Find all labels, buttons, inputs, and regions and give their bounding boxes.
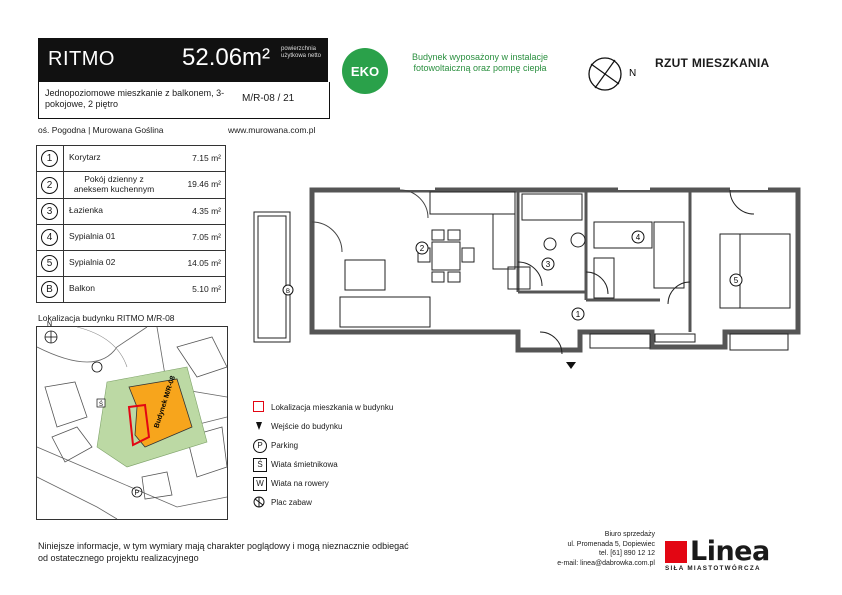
room-row <box>37 146 225 172</box>
room-number: 1 <box>41 150 58 167</box>
room-area: 14.05 m² <box>187 258 221 268</box>
parking-icon: P <box>253 439 267 453</box>
room-row <box>37 199 225 225</box>
plan-title: RZUT MIESZKANIA <box>655 56 770 70</box>
plan-label-room-4: 4 <box>635 233 641 242</box>
room-area: 19.46 m² <box>187 179 221 189</box>
rooms-table <box>36 145 226 303</box>
address: oś. Pogodna | Murowana Goślina <box>38 125 164 135</box>
room-area: 5.10 m² <box>192 284 221 294</box>
logo-word: Linea <box>690 536 770 567</box>
entrance-arrow-icon <box>253 420 265 432</box>
playground-icon <box>253 496 265 508</box>
compass-north-label: N <box>629 68 637 79</box>
map-north-label: N <box>47 321 53 328</box>
floor-plan <box>250 182 810 387</box>
apartment-name: RITMO <box>48 48 115 70</box>
plan-label-room-3: 3 <box>545 260 551 269</box>
entrance-arrow-icon <box>566 362 576 369</box>
room-name: Łazienka <box>69 205 104 215</box>
map-building-label: Budynek M/R-08 <box>153 375 177 430</box>
room-name: Balkon <box>69 283 95 293</box>
plan-label-room-5: 5 <box>733 276 739 285</box>
disclaimer: Niniejsze informacje, w tym wymiary mają charakter poglądowy i mogą nieznacznie odbiegać od ostatecznego projektu realizacyjnego <box>38 541 409 563</box>
linea-logo <box>665 536 770 572</box>
sales-office <box>545 530 655 568</box>
logo-tagline: SIŁA MIASTOTWÓRCZA <box>665 565 761 572</box>
logo-red-square <box>665 541 687 563</box>
plan-label-room-1: 1 <box>575 310 581 319</box>
sales-title: Biuro sprzedaży <box>604 531 655 538</box>
sales-address: ul. Promenada 5, Dopiewiec <box>567 540 655 548</box>
plan-label-balcony: B <box>285 289 291 295</box>
compass-icon <box>585 54 645 103</box>
room-name: Sypialnia 01 <box>69 231 116 241</box>
plan-label-room-2: 2 <box>419 244 425 253</box>
apartment-area: 52.06m² <box>182 44 271 71</box>
trash-shelter-icon: Ś <box>253 458 267 472</box>
location-title: Lokalizacja budynku RITMO M/R-08 <box>38 313 175 323</box>
room-number: 2 <box>41 177 58 194</box>
sales-email[interactable]: e-mail: linea@dabrowka.com.pl <box>557 559 655 567</box>
map-trash-label: Ś <box>99 402 104 408</box>
map-parking-label: P <box>134 490 140 497</box>
website-link[interactable]: www.murowana.com.pl <box>228 125 316 135</box>
room-name: Sypialnia 02 <box>69 257 116 267</box>
sales-phone[interactable]: tel. [61] 890 12 12 <box>598 550 655 557</box>
header-dark-bar <box>38 38 328 82</box>
room-name: Pokój dzienny z aneksem kuchennym <box>73 174 155 194</box>
area-note: powierzchnia użytkowa netto <box>281 46 322 59</box>
room-row <box>37 172 225 199</box>
header-description-box <box>38 82 330 119</box>
apartment-description: Jednopoziomowe mieszkanie z balkonem, 3-pokojowe, 2 piętro <box>45 88 225 109</box>
eko-description: Budynek wyposażony w instalacje fotowoltaiczną oraz pompę ciepła <box>411 52 549 73</box>
room-name: Korytarz <box>69 152 101 162</box>
room-number: B <box>41 281 58 298</box>
room-number: 4 <box>41 229 58 246</box>
room-number: 3 <box>41 203 58 220</box>
location-map <box>36 321 228 520</box>
bike-shelter-icon: W <box>253 477 267 491</box>
apartment-code: M/R-08 / 21 <box>242 93 295 104</box>
room-row <box>37 277 225 303</box>
room-row <box>37 251 225 277</box>
red-outline-icon <box>253 401 264 412</box>
room-area: 7.15 m² <box>192 153 221 163</box>
room-row <box>37 225 225 251</box>
eko-badge: EKO <box>342 48 388 94</box>
room-area: 4.35 m² <box>192 206 221 216</box>
room-area: 7.05 m² <box>192 232 221 242</box>
room-number: 5 <box>41 255 58 272</box>
